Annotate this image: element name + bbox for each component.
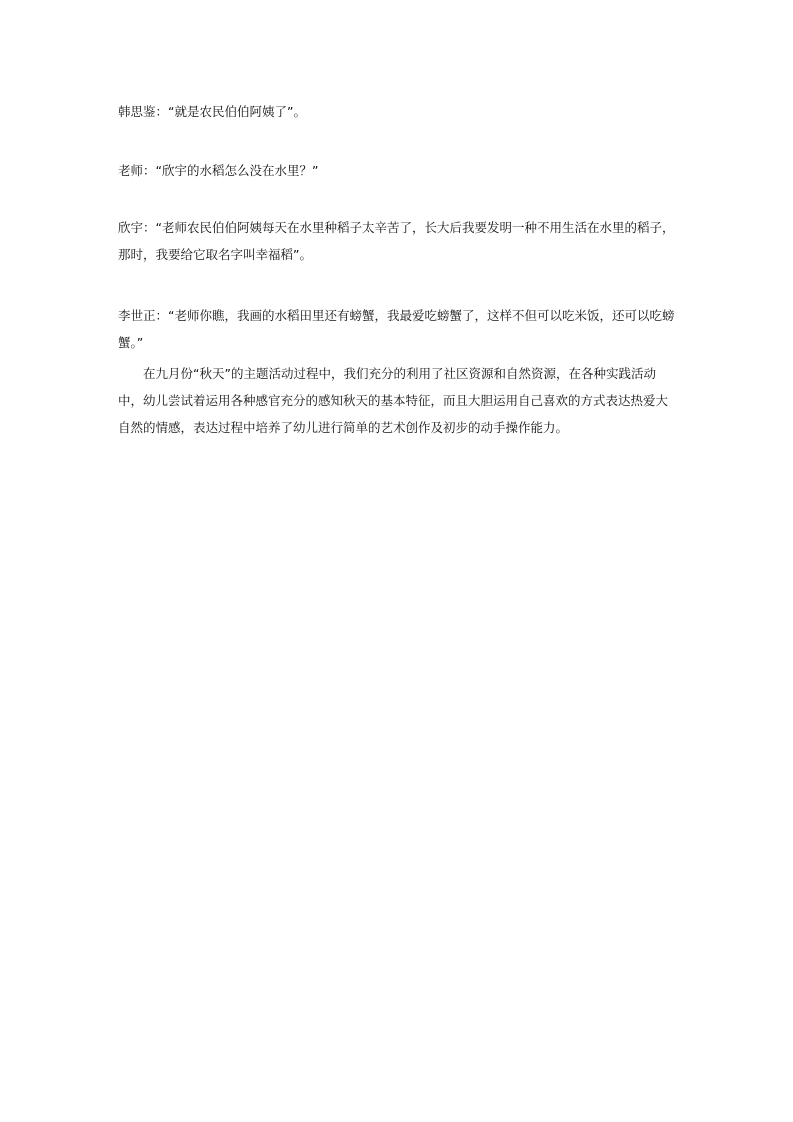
dialogue-paragraph-han-sijian: 韩思鉴：“就是农民伯伯阿姨了”。 <box>118 104 306 119</box>
dialogue-paragraph-xinyu: 欣宇：“老师农民伯伯阿姨每天在水里种稻子太辛苦了，长大后我要发明一种不用生活在水里的稻子，那时，我要给它取名字叫幸福稻”。 <box>118 220 675 262</box>
summary-paragraph: 在九月份“秋天”的主题活动过程中，我们充分的利用了社区资源和自然资源，在各种实践活动中，幼儿尝试着运用各种感官充分的感知秋天的基本特征，而且大胆运用自己喜欢的方式表达热爱大自然的情感，表达过程中培养了幼儿进行简单的艺术创作及初步的动手操作能力。 <box>118 366 669 435</box>
dialogue-paragraph-li-shizheng: 李世正：“老师你瞧，我画的水稻田里还有螃蟹，我最爱吃螃蟹了，这样不但可以吃米饭，还可以吃螃蟹。” <box>118 308 675 350</box>
dialogue-paragraph-teacher: 老师：“欣宇的水稻怎么没在水里？” <box>118 163 319 178</box>
